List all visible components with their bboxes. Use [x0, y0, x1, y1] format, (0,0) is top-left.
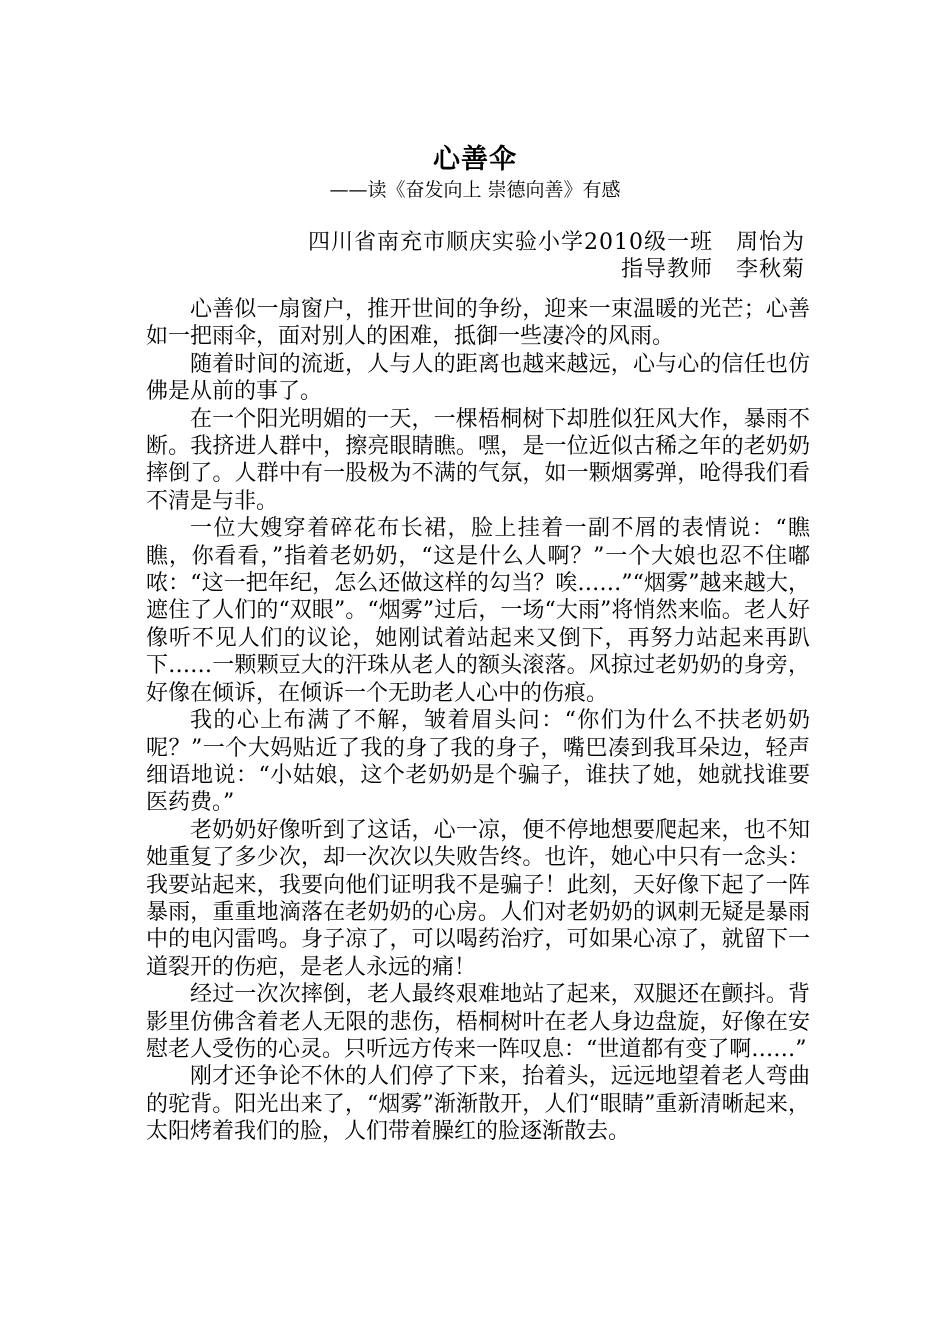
paragraph: 老奶奶好像听到了这话，心一凉，便不停地想要爬起来，也不知她重复了多少次，却一次次以失败告终。也许，她心中只有一念头：我要站起来，我要向他们证明我不是骗子！此刻，天好像下起了一阵暴雨，重重地滴落在老奶奶的心房。人们对老奶奶的讽刺无疑是暴雨中的电闪雷鸣。身子凉了，可以喝药治疗，可如果心凉了，就留下一道裂开的伤疤，是老人永远的痛！: [146, 817, 810, 980]
paragraph: 刚才还争论不休的人们停了下来，抬着头，远远地望着老人弯曲的驼背。阳光出来了，“烟雾”渐渐散开，人们“眼睛”重新清晰起来，太阳烤着我们的脸，人们带着臊红的脸逐渐散去。: [146, 1064, 810, 1145]
author-line: 四川省南充市顺庆实验小学2010级一班 周怡为: [308, 230, 805, 255]
paragraph: 心善似一扇窗户，推开世间的争纷，迎来一束温暖的光芒；心善如一把雨伞，面对别人的困难，抵御一些凄冷的风雨。: [146, 297, 810, 350]
paragraph: 在一个阳光明媚的一天，一棵梧桐树下却胜似狂风大作，暴雨不断。我挤进人群中，擦亮眼睛瞧。嘿，是一位近似古稀之年的老奶奶摔倒了。人群中有一股极为不满的气氛，如一颗烟雾弹，呛得我们看不清是与非。: [146, 406, 810, 514]
paragraph: 随着时间的流逝，人与人的距离也越来越远，心与心的信任也仿佛是从前的事了。: [146, 351, 810, 405]
document-subtitle: ——读《奋发向上 崇德向善》有感: [329, 179, 621, 201]
teacher-line: 指导教师 李秋菊: [620, 257, 805, 282]
document-title: 心善伞: [433, 144, 517, 175]
paragraph: 一位大嫂穿着碎花布长裙，脸上挂着一副不屑的表情说：“瞧瞧，你看看，”指着老奶奶，“这是什么人啊？”一个大娘也忍不住嘟哝：“这一把年纪，怎么还做这样的勾当？唉……”“烟雾”越来越大，遮住了人们的“双眼”。“烟雾”过后，一场“大雨”将悄然来临。老人好像听不见人们的议论，她刚试着站起来又倒下，再努力站起来再趴下……一颗颗豆大的汗珠从老人的额头滚落。风掠过老奶奶的身旁，好像在倾诉，在倾诉一个无助老人心中的伤痕。: [146, 516, 810, 706]
essay-body: [146, 296, 810, 1146]
paragraph: 我的心上布满了不解，皱着眉头问：“你们为什么不扶老奶奶呢？”一个大妈贴近了我的身了我的身子，嘴巴凑到我耳朵边，轻声细语地说：“小姑娘，这个老奶奶是个骗子，谁扶了她，她就找谁要医药费。”: [146, 708, 810, 816]
paragraph: 经过一次次摔倒，老人最终艰难地站了起来，双腿还在颤抖。背影里仿佛含着老人无限的悲伤，梧桐树叶在老人身边盘旋，好像在安慰老人受伤的心灵。只听远方传来一阵叹息：“世道都有变了啊……”: [146, 982, 810, 1062]
